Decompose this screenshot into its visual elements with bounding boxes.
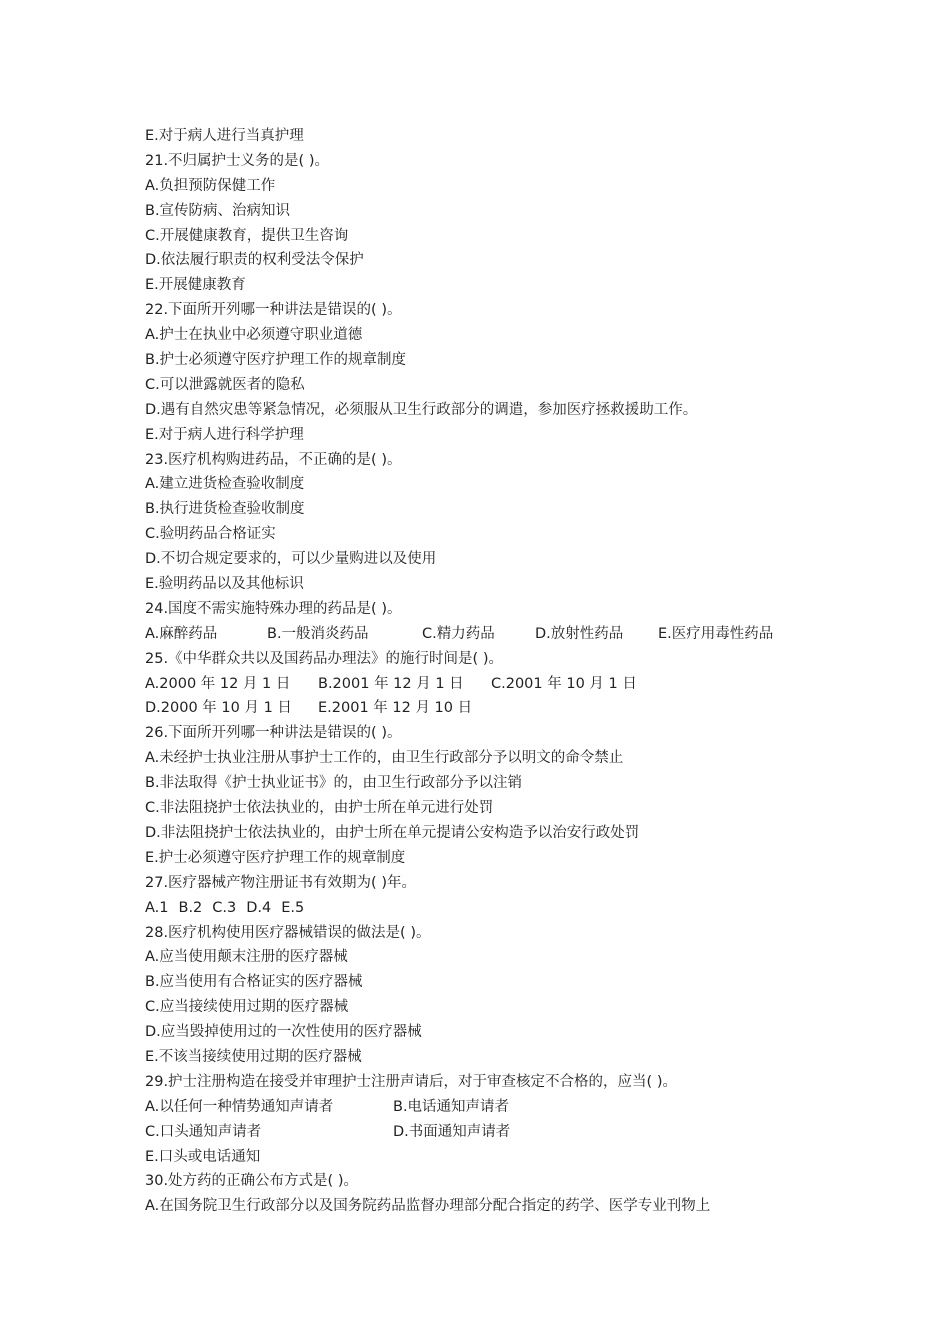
q24-options	[145, 622, 865, 647]
question-24: 24.国度不需实施特殊办理的药品是( )。	[145, 600, 402, 617]
text-line: E.开展健康教育	[145, 277, 246, 294]
question-27: 27.医疗器械产物注册证书有效期为( )年。	[145, 874, 416, 891]
text-line: C.可以泄露就医者的隐私	[145, 376, 305, 393]
option: D.书面通知声请者	[393, 1123, 511, 1140]
option: B.电话通知声请者	[393, 1098, 510, 1115]
text-line: E.不该当接续使用过期的医疗器械	[145, 1048, 362, 1065]
question-25: 25.《中华群众共以及国药品办理法》的施行时间是( )。	[145, 650, 503, 667]
option: D.2000 年 10 月 1 日	[145, 700, 292, 717]
q25-options-row1	[145, 672, 865, 697]
text-line: B.非法取得《护士执业证书》的，由卫生行政部分予以注销	[145, 775, 523, 792]
text-line: A.建立进货检查验收制度	[145, 476, 305, 493]
option: C.口头通知声请者	[145, 1123, 262, 1140]
text-line: A.未经护士执业注册从事护士工作的，由卫生行政部分予以明文的命令禁止	[145, 750, 624, 767]
question-21: 21.不归属护士义务的是( )。	[145, 152, 329, 169]
text-line: A.在国务院卫生行政部分以及国务院药品监督办理部分配合指定的药学、医学专业刊物上	[145, 1198, 711, 1215]
option: C.3	[212, 899, 237, 916]
option: D.4	[246, 899, 272, 916]
text-line: C.验明药品合格证实	[145, 526, 276, 543]
text-line: E.护士必须遵守医疗护理工作的规章制度	[145, 849, 406, 866]
text-line: E.口头或电话通知	[145, 1148, 261, 1165]
text-line: C.非法阻挠护士依法执业的，由护士所在单元进行处罚	[145, 800, 494, 817]
question-23: 23.医疗机构购进药品，不正确的是( )。	[145, 451, 402, 468]
text-line: D.依法履行职责的权利受法令保护	[145, 252, 364, 269]
option: A.麻醉药品	[145, 625, 218, 642]
text-line: B.护士必须遵守医疗护理工作的规章制度	[145, 352, 407, 369]
text-line: E.对于病人进行当真护理	[145, 128, 304, 144]
option: E.5	[281, 899, 305, 916]
text-line: D.不切合规定要求的，可以少量购进以及使用	[145, 551, 437, 568]
question-22: 22.下面所开列哪一种讲法是错误的( )。	[145, 302, 402, 319]
document-body	[145, 124, 865, 1219]
option: E.2001 年 12 月 10 日	[318, 700, 473, 717]
option: B.一般消炎药品	[267, 625, 369, 642]
text-line: A.应当使用颠末注册的医疗器械	[145, 949, 348, 966]
option: C.精力药品	[422, 625, 495, 642]
question-28: 28.医疗机构使用医疗器械错误的做法是( )。	[145, 924, 431, 941]
text-line: D.遇有自然灾患等紧急情况，必须服从卫生行政部分的调遣，参加医疗拯救援助工作。	[145, 401, 698, 418]
option: B.2001 年 12 月 1 日	[318, 675, 464, 692]
text-line: B.应当使用有合格证实的医疗器械	[145, 974, 363, 991]
question-30: 30.处方药的正确公布方式是( )。	[145, 1173, 358, 1190]
text-line: A.护士在执业中必须遵守职业道德	[145, 327, 363, 344]
q25-options-row2	[145, 696, 865, 721]
q29-options-row2	[145, 1120, 865, 1145]
question-26: 26.下面所开列哪一种讲法是错误的( )。	[145, 725, 402, 742]
text-line: B.执行进货检查验收制度	[145, 501, 305, 518]
question-29: 29.护士注册构造在接受并审理护士注册声请后，对于审查核定不合格的，应当( )。	[145, 1073, 677, 1090]
text-line: A.负担预防保健工作	[145, 177, 276, 194]
text-line: C.应当接续使用过期的医疗器械	[145, 999, 349, 1016]
q27-options	[145, 896, 865, 921]
text-line: E.验明药品以及其他标识	[145, 576, 304, 593]
text-line: C.开展健康教育，提供卫生咨询	[145, 227, 349, 244]
text-line: E.对于病人进行科学护理	[145, 426, 304, 443]
option: A.2000 年 12 月 1 日	[145, 675, 291, 692]
option: A.1	[145, 899, 169, 916]
option: B.2	[178, 899, 203, 916]
option: E.医疗用毒性药品	[658, 625, 774, 642]
q29-options-row1	[145, 1095, 865, 1120]
option: C.2001 年 10 月 1 日	[491, 675, 637, 692]
option: D.放射性药品	[535, 625, 624, 642]
text-line: B.宣传防病、治病知识	[145, 202, 291, 219]
option: A.以任何一种情势通知声请者	[145, 1098, 334, 1115]
text-line: D.应当毁掉使用过的一次性使用的医疗器械	[145, 1024, 422, 1041]
text-line: D.非法阻挠护士依法执业的，由护士所在单元提请公安构造予以治安行政处罚	[145, 824, 640, 841]
